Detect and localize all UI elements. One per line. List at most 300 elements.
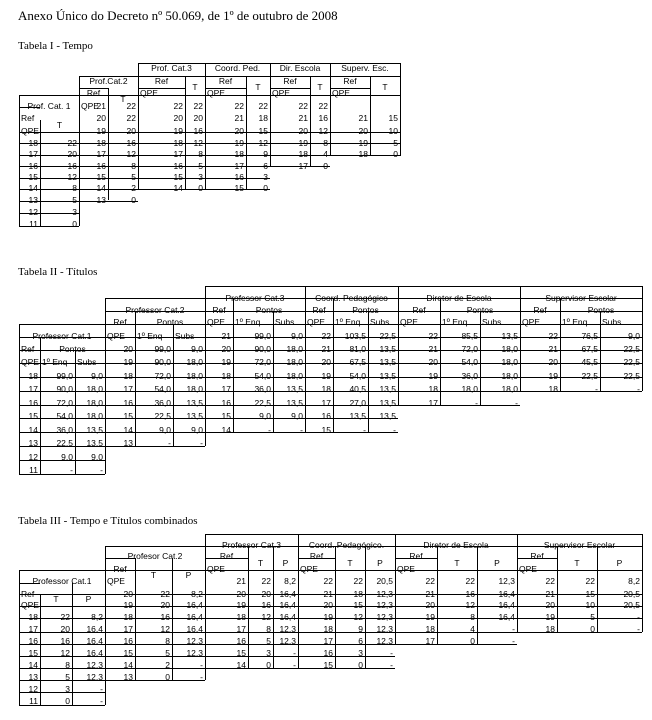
header-cell: Ref xyxy=(343,76,357,86)
header-cell: T xyxy=(257,558,264,568)
table-cell: 20 xyxy=(358,126,368,136)
table-cell: 0 xyxy=(323,161,328,171)
header-cell: QPE xyxy=(140,88,158,98)
table-cell: 0 xyxy=(263,183,268,193)
table-cell: 22 xyxy=(353,576,363,586)
header-cell: Pontos xyxy=(156,317,184,327)
table-cell: 18 xyxy=(123,371,133,381)
table-cell: 36,0 xyxy=(56,425,73,435)
table-cell: 14 xyxy=(123,425,133,435)
table-cell: 16 xyxy=(28,161,38,171)
table-cell: 12,3 xyxy=(376,636,393,646)
table-cell: 19 xyxy=(298,138,308,148)
table-cell: 22 xyxy=(585,576,595,586)
table-cell: - xyxy=(512,624,515,634)
table-cell: 22 xyxy=(425,576,435,586)
table-cell: 5 xyxy=(131,172,136,182)
header-cell: Ref xyxy=(86,88,101,98)
table-cell: 22 xyxy=(428,331,438,341)
table-cell: 20 xyxy=(234,126,244,136)
table-cell: 2 xyxy=(131,183,136,193)
table-cell: 20,5 xyxy=(376,576,393,586)
table-cell: 18,0 xyxy=(501,384,518,394)
header-cell: Ref xyxy=(21,344,35,354)
table-cell: 12 xyxy=(28,684,38,694)
table-cell: 18 xyxy=(221,371,231,381)
table-cell: 16 xyxy=(67,161,77,171)
header-cell: QPE xyxy=(207,317,225,327)
table-cell: 18 xyxy=(298,149,308,159)
table-cell: 9,0 xyxy=(259,411,271,421)
table-cell: 12 xyxy=(353,612,363,622)
table-cell: 13,5 xyxy=(349,411,366,421)
header-cell: QPE xyxy=(519,564,537,574)
table-cell: - xyxy=(300,425,303,435)
table-cell: 36,0 xyxy=(154,398,171,408)
table-cell: 22 xyxy=(261,576,271,586)
table-cell: 16 xyxy=(234,172,244,182)
header-cell: QPE xyxy=(21,357,39,367)
table-cell: 0 xyxy=(590,624,595,634)
table-cell: 22 xyxy=(193,101,203,111)
table-cell: 17 xyxy=(298,161,308,171)
table-cell: 20 xyxy=(193,113,203,123)
table-cell: 0 xyxy=(165,672,170,682)
table-cell: 54,0 xyxy=(349,371,366,381)
table-cell: - xyxy=(393,425,396,435)
table-cell: 8 xyxy=(165,636,170,646)
table-cell: 13,5 xyxy=(379,371,396,381)
table-cell: 15 xyxy=(28,172,38,182)
table-cell: 15 xyxy=(28,411,38,421)
table-cell: 22 xyxy=(234,101,244,111)
table-2-title: Tabela II - Títulos xyxy=(18,266,98,278)
table-cell: 0 xyxy=(131,195,136,205)
table-cell: 19 xyxy=(321,371,331,381)
table-cell: 0 xyxy=(65,696,70,706)
table-cell: - xyxy=(475,398,478,408)
header-cell: T xyxy=(454,558,460,568)
table-cell: 2 xyxy=(165,660,170,670)
table-cell: 22 xyxy=(160,589,170,599)
header-cell: Diretor de Escola xyxy=(423,540,489,550)
table-cell: 12,3 xyxy=(86,660,103,670)
header-cell: T xyxy=(120,94,126,104)
header-cell: Supervisor Escolar xyxy=(545,293,617,303)
table-cell: - xyxy=(293,660,296,670)
table-cell: 16,4 xyxy=(498,589,515,599)
table-cell: 17 xyxy=(323,636,333,646)
table-cell: 21 xyxy=(545,589,555,599)
table-cell: 13 xyxy=(123,672,133,682)
header-cell: Coord. Ped. xyxy=(214,63,261,73)
table-cell: 8 xyxy=(131,161,136,171)
header-cell: Professor Cat.1 xyxy=(32,331,92,341)
table-cell: 72,0 xyxy=(56,398,73,408)
header-cell: Ref xyxy=(21,589,35,599)
table-cell: 40,5 xyxy=(349,384,366,394)
table-cell: 18 xyxy=(425,624,435,634)
table-cell: 20 xyxy=(173,113,183,123)
header-cell: T xyxy=(56,120,63,130)
table-cell: 5 xyxy=(165,648,170,658)
table-cell: 20 xyxy=(123,344,133,354)
table-cell: 18,0 xyxy=(186,371,203,381)
table-cell: 18 xyxy=(123,612,133,622)
table-cell: 14 xyxy=(28,660,38,670)
table-2-titulos xyxy=(19,286,643,475)
table-cell: 90,0 xyxy=(154,357,171,367)
header-cell: 1º Enq xyxy=(42,357,68,367)
table-cell: 15 xyxy=(28,648,38,658)
table-cell: 18 xyxy=(28,371,38,381)
header-cell: Ref xyxy=(21,113,35,123)
table-cell: 12 xyxy=(28,452,38,462)
table-cell: 0 xyxy=(72,219,77,229)
table-cell: 22,5 xyxy=(379,331,396,341)
table-cell: - xyxy=(200,660,203,670)
table-cell: 18,0 xyxy=(86,384,103,394)
table-cell: 16,4 xyxy=(279,612,296,622)
table-cell: 18 xyxy=(548,384,558,394)
table-cell: 18 xyxy=(28,138,38,148)
table-cell: 20 xyxy=(126,126,136,136)
table-cell: 20 xyxy=(123,589,133,599)
table-cell: 17 xyxy=(236,624,246,634)
table-cell: 16 xyxy=(60,636,70,646)
table-cell: 17 xyxy=(28,624,38,634)
table-cell: 16 xyxy=(123,636,133,646)
table-cell: 15 xyxy=(323,660,333,670)
table-cell: 19 xyxy=(123,357,133,367)
table-cell: 27,0 xyxy=(349,398,366,408)
table-cell: 20 xyxy=(261,589,271,599)
header-cell: Coord. Pedagógico. xyxy=(308,540,385,550)
table-cell: 12,3 xyxy=(279,624,296,634)
table-cell: - xyxy=(100,696,103,706)
header-cell: QPE xyxy=(107,331,125,341)
table-cell: 22 xyxy=(548,331,558,341)
table-cell: 20,5 xyxy=(623,589,640,599)
header-cell: Superv. Esc. xyxy=(341,63,389,73)
table-cell: 16 xyxy=(123,398,133,408)
table-cell: 16 xyxy=(28,398,38,408)
table-cell: 9 xyxy=(358,624,363,634)
table-cell: 15 xyxy=(173,172,183,182)
table-cell: - xyxy=(363,425,366,435)
table-cell: 18 xyxy=(358,149,368,159)
table-cell: - xyxy=(595,384,598,394)
table-cell: 8,2 xyxy=(628,576,640,586)
table-cell: 16 xyxy=(221,398,231,408)
table-cell: 20 xyxy=(236,589,246,599)
header-cell: Subs xyxy=(602,317,622,327)
table-cell: 19 xyxy=(323,612,333,622)
header-cell: Pontos xyxy=(466,305,494,315)
table-cell: 16,4 xyxy=(498,600,515,610)
table-cell: 19 xyxy=(425,612,435,622)
table-cell: 20 xyxy=(67,149,77,159)
table-cell: 18,0 xyxy=(501,344,518,354)
table-cell: 3 xyxy=(266,648,271,658)
table-cell: 12 xyxy=(28,207,38,217)
table-cell: 36,0 xyxy=(254,384,271,394)
table-cell: 19 xyxy=(123,600,133,610)
header-cell: Pontos xyxy=(587,305,615,315)
header-cell: Profesor Cat.2 xyxy=(127,551,183,561)
table-cell: 22,5 xyxy=(154,411,171,421)
table-cell: 13,5 xyxy=(86,425,103,435)
table-cell: 22 xyxy=(126,113,136,123)
table-cell: 8,2 xyxy=(91,612,103,622)
table-cell: 45,5 xyxy=(581,357,598,367)
table-cell: 14 xyxy=(28,183,38,193)
table-cell: 13,5 xyxy=(501,331,518,341)
table-cell: 22,5 xyxy=(623,357,640,367)
table-cell: 14 xyxy=(221,425,231,435)
header-cell: Ref xyxy=(212,305,226,315)
table-cell: 22,5 xyxy=(623,371,640,381)
header-cell: Prof.Cat.2 xyxy=(89,76,128,86)
table-cell: 90,0 xyxy=(254,344,271,354)
table-cell: 16 xyxy=(261,600,271,610)
header-cell: Pontos xyxy=(255,305,283,315)
table-cell: - xyxy=(268,425,271,435)
table-cell: 19 xyxy=(236,600,246,610)
table-cell: - xyxy=(390,660,393,670)
table-cell: 15 xyxy=(388,113,398,123)
table-cell: 17 xyxy=(123,384,133,394)
table-cell: 22,5 xyxy=(56,438,73,448)
header-cell: Pontos xyxy=(59,344,86,354)
table-cell: 20 xyxy=(323,600,333,610)
table-cell: 13,5 xyxy=(186,398,203,408)
table-cell: 9,0 xyxy=(291,411,303,421)
header-cell: Prof. Cat.3 xyxy=(151,63,192,73)
header-cell: Ref xyxy=(309,551,324,561)
table-cell: 3 xyxy=(263,172,268,182)
header-cell: Supervisor Escolar xyxy=(543,540,616,550)
table-cell: 22 xyxy=(60,612,70,622)
table-cell: 16,4 xyxy=(186,612,203,622)
header-cell: 1º Enq xyxy=(442,317,468,327)
table-cell: - xyxy=(515,398,518,408)
header-cell: Ref xyxy=(113,564,127,574)
table-cell: 18,0 xyxy=(286,344,303,354)
table-cell: 8,2 xyxy=(284,576,296,586)
header-cell: Professor Cat.3 xyxy=(225,293,285,303)
header-cell: QPE xyxy=(300,564,318,574)
table-cell: 67,5 xyxy=(581,344,598,354)
table-cell: 16 xyxy=(236,636,246,646)
table-cell: 12 xyxy=(67,172,77,182)
table-cell: 54,0 xyxy=(56,411,73,421)
header-cell: Dir. Escola xyxy=(279,63,321,73)
table-cell: 21 xyxy=(548,344,558,354)
table-cell: 85,5 xyxy=(461,331,478,341)
table-cell: 8 xyxy=(72,183,77,193)
table-cell: 20,5 xyxy=(623,600,640,610)
table-cell: 99,0 xyxy=(254,331,271,341)
header-cell: QPE xyxy=(107,576,125,586)
table-cell: 18 xyxy=(258,113,268,123)
table-cell: 21 xyxy=(96,101,106,111)
table-1-title: Tabela I - Tempo xyxy=(18,40,93,52)
table-cell: 18,0 xyxy=(186,384,203,394)
table-cell: - xyxy=(512,636,515,646)
table-cell: 13 xyxy=(96,195,106,205)
table-cell: - xyxy=(168,438,171,448)
header-cell: 1º Enq xyxy=(137,331,163,341)
table-cell: 13,5 xyxy=(286,398,303,408)
table-cell: 9 xyxy=(263,149,268,159)
header-cell: P xyxy=(616,558,623,568)
table-cell: 15 xyxy=(258,126,268,136)
table-cell: 16,4 xyxy=(86,624,103,634)
table-cell: 99,0 xyxy=(56,371,73,381)
table-cell: 20 xyxy=(298,126,308,136)
table-cell: 15 xyxy=(234,183,244,193)
table-1-tempo xyxy=(19,63,401,229)
table-cell: 5 xyxy=(393,138,398,148)
header-cell: T xyxy=(574,558,580,568)
table-cell: 16,4 xyxy=(186,600,203,610)
table-cell: 22 xyxy=(318,101,328,111)
table-cell: 18,0 xyxy=(461,384,478,394)
table-cell: 13,5 xyxy=(379,344,396,354)
header-cell: QPE xyxy=(207,88,225,98)
table-cell: 15 xyxy=(236,648,246,658)
document-title: Anexo Único do Decreto nº 50.069, de 1º de outubro de 2008 xyxy=(18,8,338,23)
table-cell: 19 xyxy=(548,371,558,381)
table-cell: 17 xyxy=(428,398,438,408)
table-cell: 15 xyxy=(221,411,231,421)
table-cell: - xyxy=(70,465,73,475)
table-cell: 16 xyxy=(28,636,38,646)
table-cell: 36,0 xyxy=(461,371,478,381)
table-cell: 22 xyxy=(323,576,333,586)
table-cell: 72,0 xyxy=(254,357,271,367)
table-cell: 15 xyxy=(123,411,133,421)
table-cell: 3 xyxy=(72,207,77,217)
table-cell: 14 xyxy=(28,425,38,435)
table-cell: 12,3 xyxy=(376,624,393,634)
table-cell: 16 xyxy=(321,411,331,421)
table-cell: 13 xyxy=(123,438,133,448)
table-cell: - xyxy=(390,648,393,658)
header-cell: QPE xyxy=(307,317,325,327)
table-cell: 20 xyxy=(428,357,438,367)
header-cell: Subs xyxy=(482,317,502,327)
header-cell: P xyxy=(494,558,500,568)
table-cell: 18 xyxy=(321,384,331,394)
table-cell: 18,0 xyxy=(286,357,303,367)
table-cell: 8 xyxy=(198,149,203,159)
table-cell: 20 xyxy=(321,357,331,367)
header-cell: T xyxy=(192,82,198,92)
table-cell: 0 xyxy=(393,149,398,159)
header-cell: QPE xyxy=(21,126,39,136)
table-cell: 16 xyxy=(126,138,136,148)
header-cell: P xyxy=(282,558,289,568)
table-cell: 9,0 xyxy=(159,425,171,435)
table-cell: 15 xyxy=(353,600,363,610)
table-cell: 0 xyxy=(266,660,271,670)
table-cell: 8,2 xyxy=(191,589,203,599)
table-cell: 16 xyxy=(173,161,183,171)
table-cell: 12 xyxy=(160,624,170,634)
table-cell: 14 xyxy=(123,660,133,670)
table-cell: 12,3 xyxy=(86,672,103,682)
table-cell: 14 xyxy=(236,660,246,670)
table-cell: 18 xyxy=(353,589,363,599)
table-cell: 13,5 xyxy=(186,411,203,421)
table-cell: 18 xyxy=(96,138,106,148)
header-cell: Ref xyxy=(412,305,426,315)
table-cell: 13,5 xyxy=(379,398,396,408)
header-cell: QPE xyxy=(207,564,225,574)
header-cell: Subs xyxy=(77,357,97,367)
table-cell: 9,0 xyxy=(91,371,103,381)
table-cell: 0 xyxy=(358,660,363,670)
table-cell: 4 xyxy=(323,149,328,159)
table-cell: 4 xyxy=(470,624,475,634)
table-cell: 5 xyxy=(266,636,271,646)
table-cell: 16 xyxy=(465,589,475,599)
table-cell: 17 xyxy=(173,149,183,159)
table-cell: 21 xyxy=(236,576,246,586)
header-cell: Ref xyxy=(283,76,297,86)
table-cell: 18 xyxy=(323,624,333,634)
header-cell: T xyxy=(255,82,261,92)
table-cell: 8 xyxy=(65,660,70,670)
table-cell: 0 xyxy=(470,636,475,646)
table-cell: 22,5 xyxy=(581,371,598,381)
table-cell: 13,5 xyxy=(379,384,396,394)
table-cell: 13,5 xyxy=(86,438,103,448)
table-cell: 12 xyxy=(193,138,203,148)
table-cell: - xyxy=(637,384,640,394)
table-cell: 5 xyxy=(198,161,203,171)
table-cell: 21 xyxy=(321,344,331,354)
header-cell: Professor Cat.2 xyxy=(125,305,185,315)
table-cell: 22 xyxy=(126,101,136,111)
table-cell: 9,0 xyxy=(191,425,203,435)
table-cell: 90,0 xyxy=(56,384,73,394)
table-cell: 18 xyxy=(234,149,244,159)
table-cell: 12,3 xyxy=(376,600,393,610)
table-cell: 8 xyxy=(266,624,271,634)
table-cell: 21 xyxy=(298,113,308,123)
header-cell: Professor Cat.3 xyxy=(221,540,282,550)
table-cell: 11 xyxy=(29,219,38,229)
header-cell: Ref xyxy=(530,551,544,561)
table-cell: 11 xyxy=(29,465,38,475)
header-cell: QPE xyxy=(522,317,540,327)
table-cell: 16,4 xyxy=(86,648,103,658)
table-cell: 22 xyxy=(465,576,475,586)
table-cell: 12 xyxy=(465,600,475,610)
table-cell: 18,0 xyxy=(501,371,518,381)
table-cell: 17 xyxy=(96,149,106,159)
header-cell: Diretor de Escola xyxy=(426,293,492,303)
table-cell: - xyxy=(100,465,103,475)
table-cell: 22,5 xyxy=(623,344,640,354)
table-cell: 12 xyxy=(261,612,271,622)
table-cell: 0 xyxy=(198,183,203,193)
header-cell: Coord. Pedagógico xyxy=(315,293,388,303)
table-cell: 3 xyxy=(198,172,203,182)
